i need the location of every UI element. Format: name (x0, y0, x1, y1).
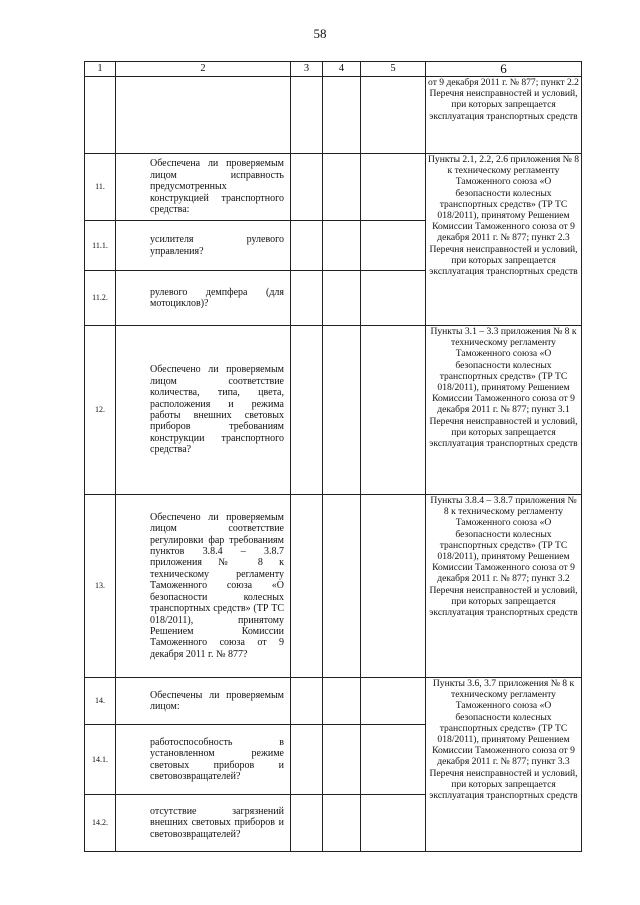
column-header: 4 (323, 62, 361, 77)
empty-cell (323, 795, 361, 852)
empty-cell (361, 495, 426, 678)
empty-cell (361, 795, 426, 852)
item-number: 14.2. (85, 795, 116, 852)
item-number: 11.1. (85, 221, 116, 271)
empty-cell (323, 154, 361, 221)
table-row (85, 154, 582, 221)
empty-cell (291, 77, 323, 154)
legal-reference: Пункты 3.1 – 3.3 приложения № 8 к техническому регламенту Таможенного союза «О безопасности колесных транспортных средств» (ТР ТС 018/2011), принятому Решением Комиссии Таможенного союза от 9 декабря 2011 г. № 877; пункт 3.1 Перечня неисправностей и условий, при которых запрещается эксплуатация транспортных средств (426, 326, 582, 495)
table-row (85, 326, 582, 495)
item-question: Обеспечена ли проверяемым лицом исправность предусмотренных конструкцией транспортного средства: (116, 154, 291, 221)
item-question: Обеспечено ли проверяемым лицом соответствие регулировки фар требованиям пунктов 3.8.4 – 3.8.7 приложения № 8 к техническому регламенту Таможенного союза «О безопасности колесных транспортных средств» (ТР ТС 018/2011), принятому Решением Комиссии Таможенного союза от 9 декабря 2011 г. № 877? (116, 495, 291, 678)
empty-cell (291, 326, 323, 495)
empty-cell (361, 725, 426, 795)
column-header: 5 (361, 62, 426, 77)
checklist-table (84, 61, 582, 852)
legal-reference: Пункты 3.8.4 – 3.8.7 приложения № 8 к техническому регламенту Таможенного союза «О безопасности колесных транспортных средств» (ТР ТС 018/2011), принятому Решением Комиссии Таможенного союза от 9 декабря 2011 г. № 877; пункт 3.2 Перечня неисправностей и условий, при которых запрещается эксплуатация транспортных средств (426, 495, 582, 678)
item-question: рулевого демпфера (для мотоциклов)? (116, 271, 291, 326)
page-number: 58 (313, 26, 327, 41)
empty-cell (323, 326, 361, 495)
table-row (85, 678, 582, 725)
item-question: усилителя рулевого управления? (116, 221, 291, 271)
column-header: 2 (116, 62, 291, 77)
item-question: работоспособность в установленном режиме световых приборов и световозвращателей? (116, 725, 291, 795)
item-number: 12. (85, 326, 116, 495)
item-number: 14.1. (85, 725, 116, 795)
legal-reference: Пункты 3.6, 3.7 приложения № 8 к техническому регламенту Таможенного союза «О безопасности колесных транспортных средств» (ТР ТС 018/2011), принятому Решением Комиссии Таможенного союза от 9 декабря 2011 г. № 877; пункт 3.3 Перечня неисправностей и условий, при которых запрещается эксплуатация транспортных средств (426, 678, 582, 852)
empty-cell (323, 271, 361, 326)
table-row (85, 77, 582, 154)
item-number: 13. (85, 495, 116, 678)
legal-reference: от 9 декабря 2011 г. № 877; пункт 2.2 Перечня неисправностей и условий, при которых запрещается эксплуатация транспортных средств (426, 77, 582, 154)
empty-cell (291, 725, 323, 795)
empty-cell (291, 154, 323, 221)
empty-cell (323, 678, 361, 725)
empty-cell (291, 271, 323, 326)
empty-cell (361, 271, 426, 326)
empty-cell (361, 154, 426, 221)
item-question: Обеспечены ли проверяемым лицом: (116, 678, 291, 725)
empty-cell (291, 678, 323, 725)
empty-cell (323, 221, 361, 271)
empty-cell (361, 77, 426, 154)
column-header: 1 (85, 62, 116, 77)
column-header: 3 (291, 62, 323, 77)
item-number (85, 77, 116, 154)
empty-cell (361, 221, 426, 271)
empty-cell (323, 725, 361, 795)
empty-cell (291, 795, 323, 852)
empty-cell (291, 221, 323, 271)
empty-cell (323, 77, 361, 154)
item-number: 14. (85, 678, 116, 725)
empty-cell (361, 326, 426, 495)
item-number: 11. (85, 154, 116, 221)
empty-cell (291, 495, 323, 678)
item-question (116, 77, 291, 154)
empty-cell (361, 678, 426, 725)
item-question: Обеспечено ли проверяемым лицом соответствие количества, типа, цвета, расположения и режима работы внешних световых приборов требованиям конструкции транспортного средства? (116, 326, 291, 495)
legal-reference: Пункты 2.1, 2.2, 2.6 приложения № 8 к техническому регламенту Таможенного союза «О безопасности колесных транспортных средств» (ТР ТС 018/2011), принятому Решением Комиссии Таможенного союза от 9 декабря 2011 г. № 877; пункт 2.3 Перечня неисправностей и условий, при которых запрещается эксплуатация транспортных средств (426, 154, 582, 326)
column-header: 6 (426, 62, 582, 77)
item-number: 11.2. (85, 271, 116, 326)
header-row (85, 62, 582, 77)
table-row (85, 495, 582, 678)
item-question: отсутствие загрязнений внешних световых приборов и световозвращателей? (116, 795, 291, 852)
empty-cell (323, 495, 361, 678)
